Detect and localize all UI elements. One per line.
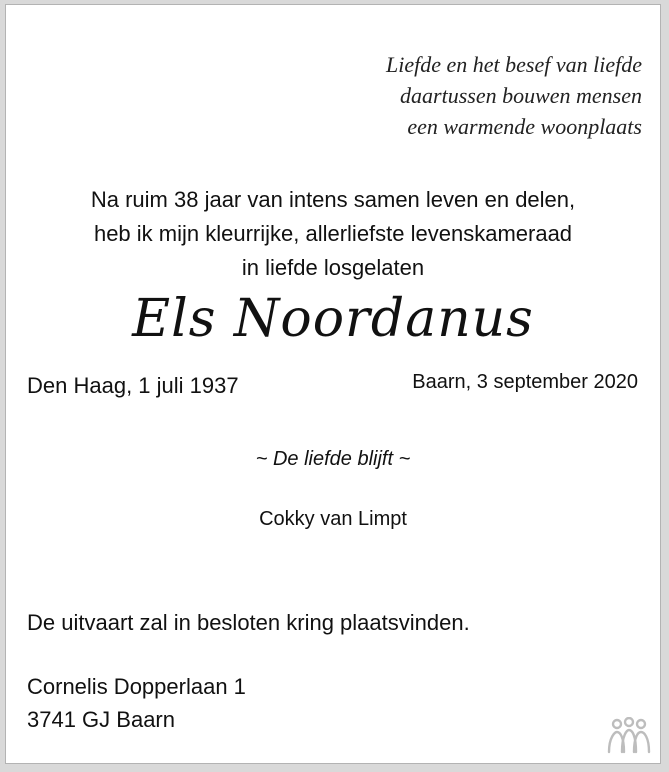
address-city: 3741 GJ Baarn — [27, 707, 175, 732]
address-street: Cornelis Dopperlaan 1 — [27, 674, 246, 699]
signer-name: Cokky van Limpt — [259, 508, 407, 530]
obituary-card — [5, 4, 661, 764]
intro-line: heb ik mijn kleurrijke, allerliefste levenskameraad — [93, 221, 573, 246]
address — [27, 670, 246, 736]
poem-line: een warmende woonplaats — [407, 114, 642, 139]
poem-line: daartussen bouwen mensen — [400, 83, 642, 108]
intro-line: in liefde losgelaten — [241, 255, 425, 280]
birth-info: Den Haag, 1 juli 1937 — [27, 373, 239, 398]
death-info: Baarn, 3 september 2020 — [412, 371, 638, 393]
poem-line: Liefde en het besef van liefde — [386, 52, 642, 77]
funeral-notice: De uitvaart zal in besloten kring plaatsvinden. — [27, 610, 470, 635]
motto: ~ De liefde blijft ~ — [255, 448, 411, 470]
intro-line: Na ruim 38 jaar van intens samen leven en delen, — [90, 187, 576, 212]
poem — [386, 49, 642, 142]
intro-text — [6, 183, 660, 285]
people-group-icon — [604, 717, 654, 755]
deceased-name: Els Noordanus — [132, 289, 534, 349]
